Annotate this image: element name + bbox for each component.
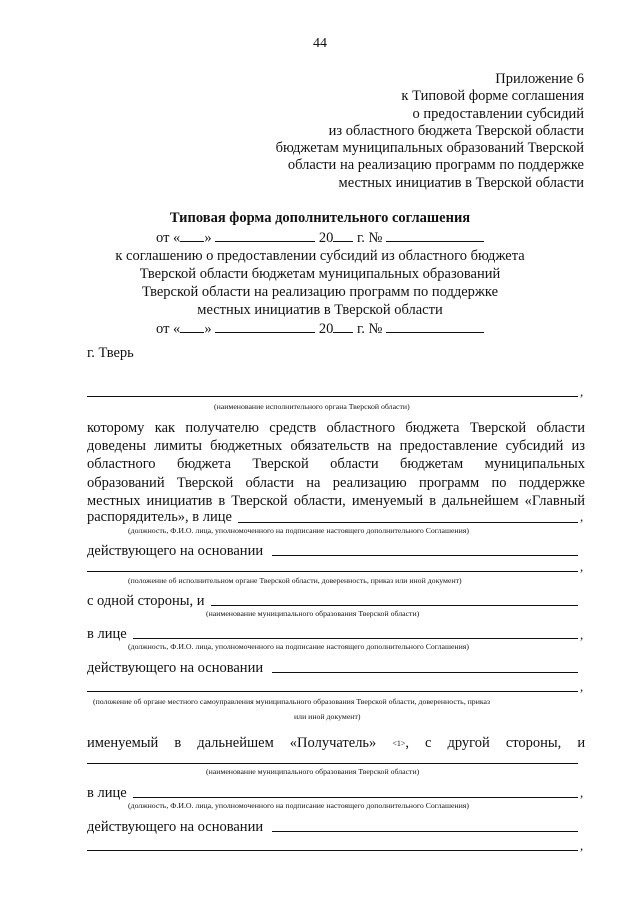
day-field[interactable]	[180, 229, 204, 242]
paragraph-line: областного бюджета Тверской области бюджетам муниципальных	[87, 456, 585, 473]
named-recipient-line	[87, 735, 585, 752]
caption-official: (должность, Ф.И.О. лица, уполномоченного на подписание настоящего дополнительного Соглашения)	[128, 526, 469, 535]
basis-field-continuation[interactable]	[87, 850, 578, 851]
caption-executive-body: (наименование исполнительного органа Тверской области)	[214, 402, 410, 411]
word: «Получатель»	[289, 735, 377, 751]
date-from-label: от «	[156, 230, 181, 246]
municipality-field[interactable]	[211, 605, 578, 606]
word: дальнейшем	[197, 735, 274, 751]
date-line-top	[0, 229, 640, 247]
acting-basis-label: действующего на основании	[87, 819, 264, 835]
subtitle-line: к соглашению о предоставлении субсидий из областного бюджета	[115, 248, 525, 264]
word: другой	[447, 735, 490, 751]
word: и	[577, 735, 586, 751]
appendix-line: из областного бюджета Тверской области	[328, 122, 584, 139]
date-from-label: от «	[156, 321, 181, 337]
day-field[interactable]	[180, 320, 204, 333]
date-line-bottom	[0, 320, 640, 338]
paragraph-line: которому как получателю средств областного бюджета Тверской области	[87, 420, 585, 436]
paragraph-line: местных инициатив в Тверской области, именуемый в дальнейшем «Главный	[87, 492, 585, 509]
page-number: 44	[313, 36, 327, 51]
year-field[interactable]	[333, 229, 353, 242]
comma: ,	[580, 509, 584, 524]
word: именуемый	[87, 735, 159, 751]
executive-body-field[interactable]	[87, 396, 578, 397]
paragraph-line: образований Тверской области на реализацию программ по поддержке	[87, 474, 585, 491]
date-close-quote: »	[204, 321, 212, 337]
basis-field[interactable]	[272, 831, 578, 832]
caption-regulation-local-end: или иной документ)	[294, 712, 361, 721]
acting-basis-label: действующего на основании	[87, 660, 264, 676]
subtitle-line: Тверской области бюджетам муниципальных образований	[139, 266, 501, 282]
footnote-reference[interactable]: <1>	[392, 739, 406, 748]
official-field-b[interactable]	[133, 638, 578, 639]
acting-basis-label: действующего на основании	[87, 543, 264, 559]
basis-field-continuation[interactable]	[87, 691, 578, 692]
official-field-c[interactable]	[133, 797, 578, 798]
in-person-label: в лице	[87, 626, 127, 642]
year-field[interactable]	[333, 320, 353, 333]
one-side-label: с одной стороны, и	[87, 593, 205, 609]
paragraph-line: доведены лимиты бюджетных обязательств на предоставление субсидий из	[87, 438, 585, 455]
comma: ,	[405, 735, 409, 751]
basis-field-continuation[interactable]	[87, 571, 578, 572]
year-prefix: 20	[318, 321, 334, 337]
year-prefix: 20	[318, 230, 334, 246]
appendix-line: к Типовой форме соглашения	[401, 88, 584, 105]
appendix-line: Приложение 6	[495, 71, 584, 87]
caption-regulation-local: (положение об органе местного самоуправления муниципального образования Тверской области, доверенность, приказ	[93, 697, 491, 706]
caption-regulation-exec: (положение об исполнительном органе Тверской области, доверенность, приказ или иной документ)	[128, 576, 462, 585]
month-field[interactable]	[215, 229, 315, 242]
in-person-label-a: распорядитель», в лице	[87, 509, 232, 525]
date-close-quote: »	[204, 230, 212, 246]
caption-municipality: (наименование муниципального образования Тверской области)	[206, 609, 420, 618]
comma: ,	[580, 559, 584, 574]
word: с	[425, 735, 432, 751]
appendix-line: области на реализацию программ по поддержке	[287, 157, 584, 174]
caption-official: (должность, Ф.И.О. лица, уполномоченного на подписание настоящего дополнительного Соглашения)	[128, 801, 469, 810]
document-title: Типовая форма дополнительного соглашения	[169, 210, 471, 226]
subtitle-line: местных инициатив в Тверской области	[197, 302, 443, 318]
city-name: г. Тверь	[87, 345, 134, 361]
main-paragraph	[87, 419, 585, 510]
month-field[interactable]	[215, 320, 315, 333]
appendix-header	[224, 71, 584, 192]
basis-field[interactable]	[272, 555, 578, 556]
recipient-municipality-field[interactable]	[87, 763, 578, 764]
number-field[interactable]	[386, 320, 484, 333]
number-label: г. №	[356, 230, 383, 246]
in-person-label: в лице	[87, 785, 127, 801]
comma: ,	[580, 384, 584, 399]
appendix-line: о предоставлении субсидий	[412, 105, 584, 122]
comma: ,	[580, 627, 584, 642]
appendix-line: бюджетам муниципальных образований Тверской	[275, 140, 584, 157]
comma: ,	[580, 838, 584, 853]
word: в	[174, 735, 182, 751]
number-label: г. №	[356, 321, 383, 337]
basis-field[interactable]	[272, 672, 578, 673]
subtitle-line: Тверской области на реализацию программ по поддержке	[141, 284, 499, 300]
caption-official: (должность, Ф.И.О. лица, уполномоченного на подписание настоящего дополнительного Соглашения)	[128, 642, 469, 651]
caption-municipality: (наименование муниципального образования Тверской области)	[206, 767, 420, 776]
comma: ,	[580, 785, 584, 800]
number-field[interactable]	[386, 229, 484, 242]
appendix-line: местных инициатив в Тверской области	[338, 174, 584, 191]
official-field-a[interactable]	[238, 522, 578, 523]
comma: ,	[580, 679, 584, 694]
word: стороны,	[505, 735, 562, 751]
